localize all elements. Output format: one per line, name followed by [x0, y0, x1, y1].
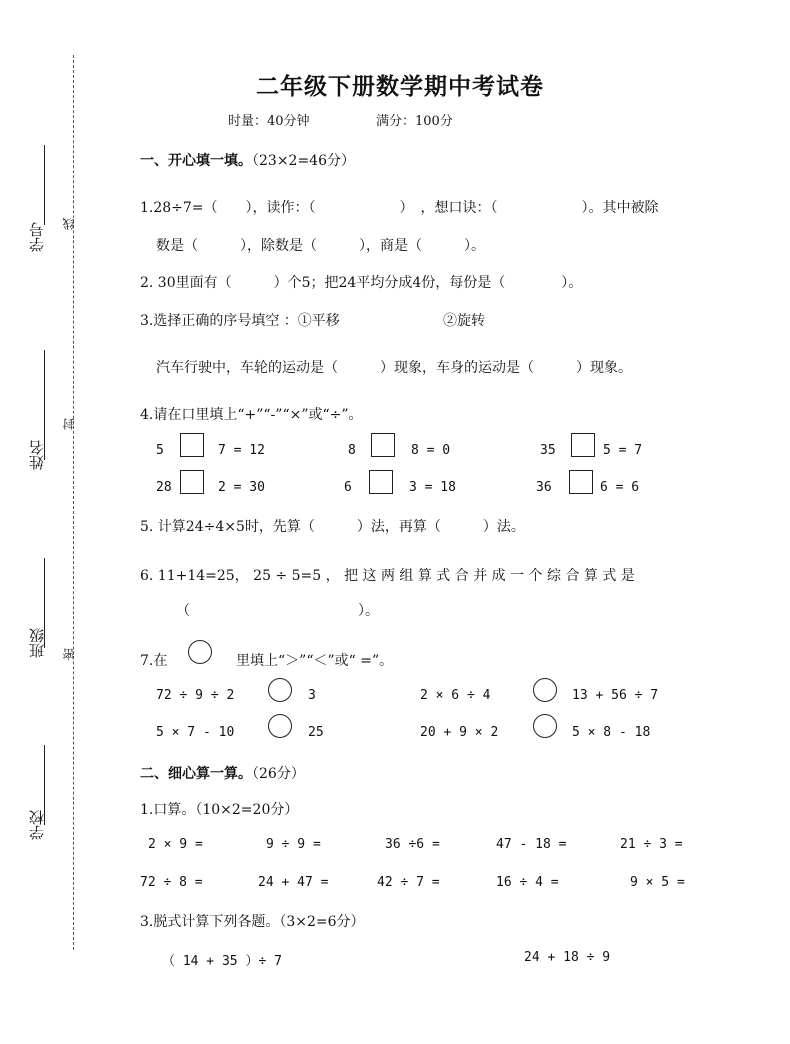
section1-heading	[140, 150, 355, 170]
answer-box[interactable]	[571, 433, 595, 457]
q4-r2-c: 6	[344, 480, 352, 495]
answer-circle[interactable]	[533, 714, 557, 738]
question-7b: 里填上“＞”“＜”或“ =”。	[236, 653, 394, 669]
oral-item: 36 ÷6 =	[385, 837, 440, 852]
q7-r1-right2: 13 + 56 ÷ 7	[572, 688, 659, 703]
answer-box[interactable]	[180, 433, 204, 457]
seal-mark-secret: 密	[62, 648, 76, 660]
calc-item: （ 14 + 35 ）÷ 7	[162, 954, 282, 969]
q4-r2-f: 6 = 6	[600, 480, 640, 495]
q4-r1-b: 7 = 12	[218, 443, 265, 458]
student-id-label: 学号	[28, 222, 46, 252]
oral-item: 72 ÷ 8 =	[140, 875, 203, 890]
question-6b: （ ）。	[176, 603, 379, 619]
q4-r1-d: 8 = 0	[411, 443, 451, 458]
q4-r2-d: 3 = 18	[409, 480, 456, 495]
answer-circle[interactable]	[268, 714, 292, 738]
section2-heading	[140, 763, 305, 783]
answer-box[interactable]	[371, 433, 395, 457]
section2-points: （26分）	[252, 766, 305, 782]
question-7: 7.在	[140, 653, 168, 669]
section1-title: 一、开心填一填。	[140, 153, 252, 169]
name-label: 姓名	[28, 440, 46, 470]
question-5: 5. 计算24÷4×5时，先算（ ）法，再算（ ）法。	[140, 519, 525, 535]
school-label: 学校	[28, 810, 46, 840]
section2-q1: 1.口算。（10×2=20分）	[140, 802, 299, 818]
section2-q3: 3.脱式计算下列各题。（3×2=6分）	[140, 914, 365, 930]
seal-mark-seal: 封	[62, 418, 76, 430]
full-score: 满分：100分	[376, 114, 453, 129]
question-1a: 1.28÷7=（ ），读作：（ ） ，想口诀：（ ）。其中被除	[140, 200, 659, 216]
q4-r1-f: 5 = 7	[603, 443, 643, 458]
question-4: 4.请在口里填上“+”“-”“×”或“÷”。	[140, 407, 363, 423]
oral-item: 21 ÷ 3 =	[620, 837, 683, 852]
q7-r1-left: 72 ÷ 9 ÷ 2	[156, 688, 235, 703]
compare-circle	[188, 640, 212, 664]
question-3: 3.选择正确的序号填空 ：①平移	[140, 313, 340, 329]
question-3-option2: ②旋转	[443, 313, 485, 329]
oral-item: 47 - 18 =	[496, 837, 567, 852]
section1-points: （23×2=46分）	[252, 153, 355, 169]
q4-r1-e: 35	[540, 443, 556, 458]
q4-r2-a: 28	[156, 480, 172, 495]
seal-mark-line: 线	[62, 218, 76, 230]
calc-item: 24 + 18 ÷ 9	[524, 950, 611, 965]
oral-item: 9 ÷ 9 =	[266, 837, 321, 852]
q4-r1-a: 5	[156, 443, 164, 458]
q7-r2-left: 5 × 7 - 10	[156, 725, 235, 740]
q7-r2-left2: 20 + 9 × 2	[420, 725, 499, 740]
oral-item: 9 × 5 =	[630, 875, 685, 890]
q7-r2-right: 25	[308, 725, 324, 740]
oral-item: 2 × 9 =	[148, 837, 203, 852]
answer-circle[interactable]	[533, 678, 557, 702]
question-2: 2. 30里面有（ ）个5；把24平均分成4份，每份是（ ）。	[140, 275, 583, 291]
page-title: 二年级下册数学期中考试卷	[256, 74, 544, 100]
section2-title: 二、细心算一算。	[140, 766, 252, 782]
q7-r2-right2: 5 × 8 - 18	[572, 725, 651, 740]
oral-item: 42 ÷ 7 =	[377, 875, 440, 890]
oral-item: 24 + 47 =	[258, 875, 329, 890]
question-1b: 数是（ ），除数是（ ），商是（ ）。	[156, 238, 485, 254]
q4-r2-e: 36	[536, 480, 552, 495]
q4-r2-b: 2 = 30	[218, 480, 265, 495]
binding-dashed-line	[73, 55, 74, 950]
q7-r1-right: 3	[308, 688, 316, 703]
answer-box[interactable]	[569, 470, 593, 494]
question-6a: 6. 11+14=25， 25 ÷ 5=5 ， 把 这 两 组 算 式 合 并 成 一 个 综 合 算 式 是	[140, 568, 635, 584]
class-label: 班级	[28, 628, 46, 658]
answer-box[interactable]	[369, 470, 393, 494]
answer-circle[interactable]	[268, 678, 292, 702]
oral-item: 16 ÷ 4 =	[496, 875, 559, 890]
exam-time: 时量：40分钟	[228, 114, 310, 129]
answer-box[interactable]	[180, 470, 204, 494]
q4-r1-c: 8	[348, 443, 356, 458]
q7-r1-left2: 2 × 6 ÷ 4	[420, 688, 491, 703]
student-id-blank	[44, 145, 45, 225]
question-3b: 汽车行驶中，车轮的运动是（ ）现象，车身的运动是（ ）现象。	[156, 360, 632, 376]
